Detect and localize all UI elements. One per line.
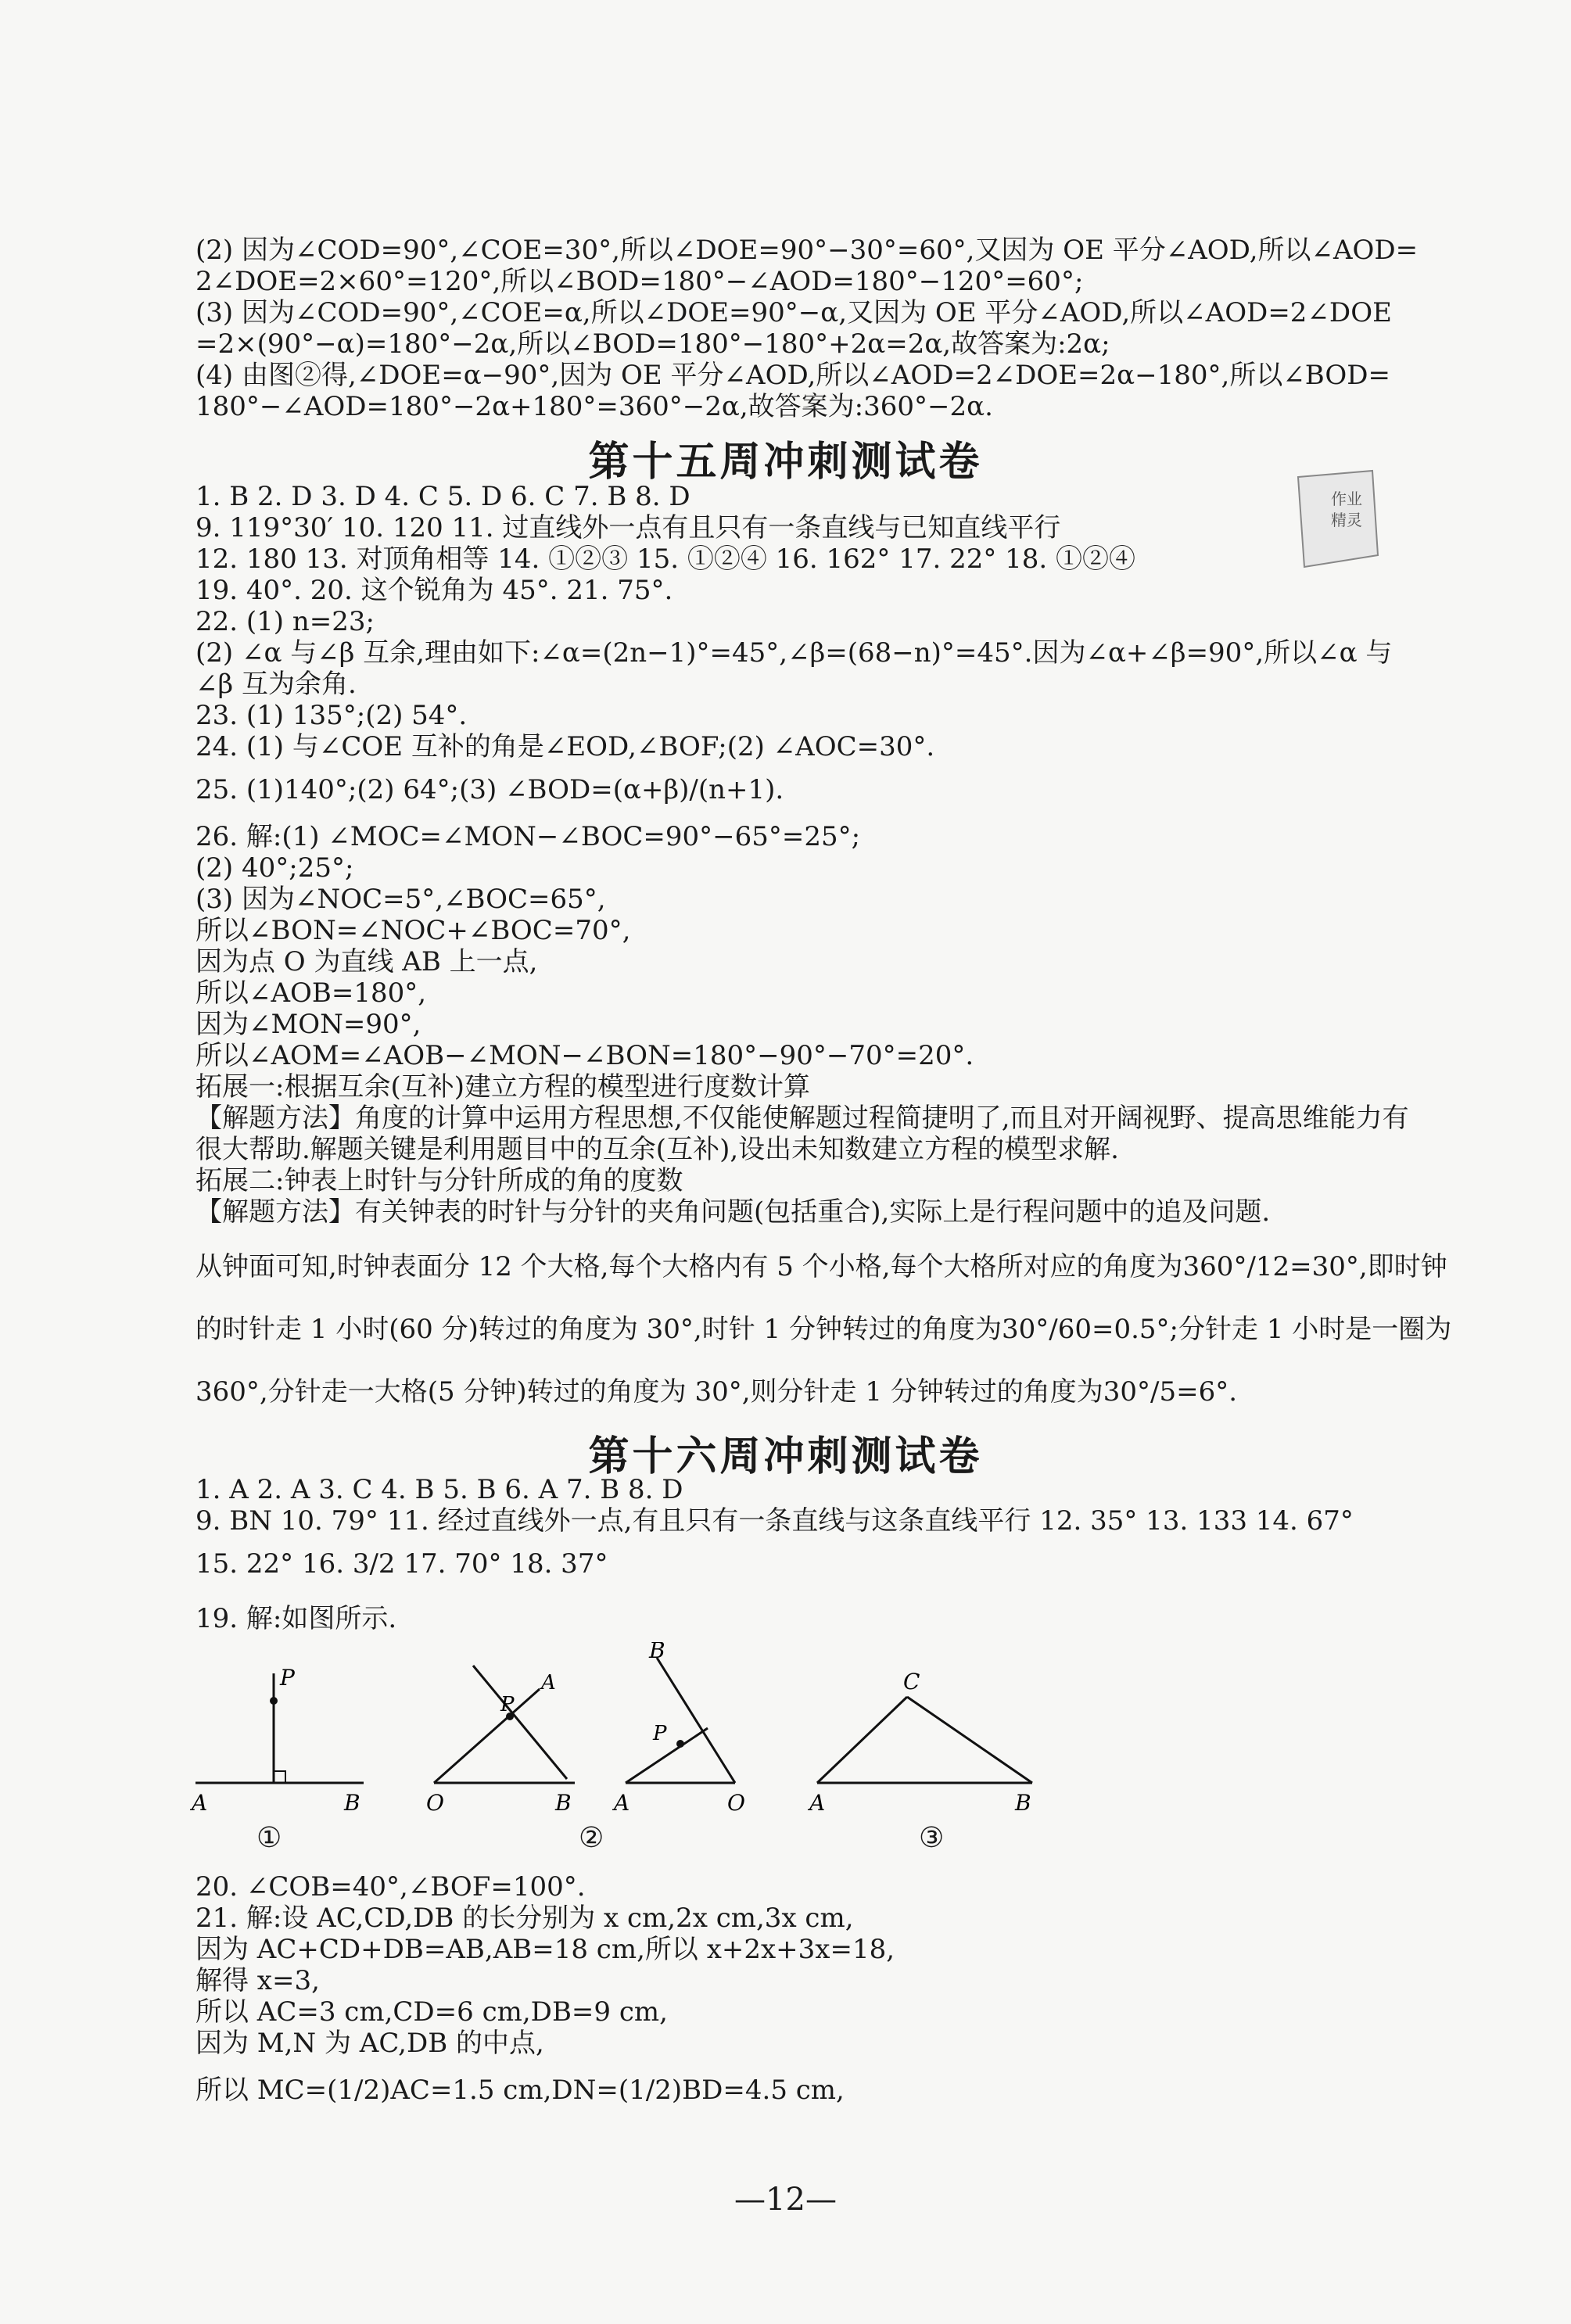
answer-line: 很大帮助.解题关键是利用题目中的互余(互补),设出未知数建立方程的模型求解. [195,1134,1119,1165]
answer-line: 15. 22° 16. 3/2 17. 70° 18. 37° [195,1548,608,1580]
answer-line: 拓展一:根据互余(互补)建立方程的模型进行度数计算 [195,1071,810,1103]
answer-line: 因为点 O 为直线 AB 上一点, [195,946,538,977]
svg-text:O: O [426,1790,444,1814]
svg-text:C: C [903,1669,920,1695]
answer-line: 所以∠AOM=∠AOB−∠MON−∠BON=180°−90°−70°=20°. [195,1040,974,1071]
answer-line: 1. B 2. D 3. D 4. C 5. D 6. C 7. B 8. D [195,481,690,512]
answer-line: 因为 M,N 为 AC,DB 的中点, [195,2028,544,2059]
answer-line: 21. 解:设 AC,CD,DB 的长分别为 x cm,2x cm,3x cm, [195,1903,854,1934]
answer-line: 所以∠BON=∠NOC+∠BOC=70°, [195,915,631,946]
fig-label: P [280,1665,295,1691]
answer-line: 19. 解:如图所示. [195,1603,397,1634]
answer-line: 因为∠MON=90°, [195,1009,421,1040]
answer-line: 23. (1) 135°;(2) 54°. [195,700,468,731]
answer-line: ∠β 互为余角. [195,669,357,700]
svg-text:精灵: 精灵 [1331,511,1362,529]
svg-text:P: P [500,1693,515,1716]
section-title-15: 第十五周冲刺测试卷 [588,438,983,486]
stamp-logo [1290,461,1384,579]
svg-text:P: P [653,1722,667,1745]
answer-line: 【解题方法】有关钟表的时针与分针的夹角问题(包括重合),实际上是行程问题中的追及问题. [195,1196,1271,1228]
svg-text:A: A [614,1790,630,1814]
answer-line: 的时针走 1 小时(60 分)转过的角度为 30°,时针 1 分钟转过的角度为30°/60=0.5°;分针走 1 小时是一圈为 [195,1314,1452,1345]
answer-line: (3) 因为∠NOC=5°,∠BOC=65°, [195,884,606,915]
answer-line: 解得 x=3, [195,1965,320,1996]
figure-1 [188,1642,375,1814]
answer-line: 从钟面可知,时钟表面分 12 个大格,每个大格内有 5 个小格,每个大格所对应的角度为360°/12=30°,即时钟 [195,1251,1447,1282]
answer-line: 所以 MC=(1/2)AC=1.5 cm,DN=(1/2)BD=4.5 cm, [195,2075,845,2106]
answer-line: 20. ∠COB=40°,∠BOF=100°. [195,1871,586,1903]
text-line: =2×(90°−α)=180°−2α,所以∠BOD=180°−180°+2α=2α,故答案为:2α; [195,328,1110,360]
svg-text:作业: 作业 [1331,490,1362,508]
answer-line: 拓展二:钟表上时针与分针所成的角的度数 [195,1165,683,1196]
answer-line: 12. 180 13. 对顶角相等 14. ①②③ 15. ①②④ 16. 162° 17. 22° 18. ①②④ [195,543,1136,575]
answer-line: 所以 AC=3 cm,CD=6 cm,DB=9 cm, [195,1996,668,2028]
answer-line: 所以∠AOB=180°, [195,977,427,1009]
page-number: —12— [734,2182,837,2218]
figure-4 [805,1642,1040,1814]
answer-line: 【解题方法】角度的计算中运用方程思想,不仅能使解题过程简捷明了,而且对开阔视野、提高思维能力有 [195,1103,1409,1134]
answer-line: 1. A 2. A 3. C 4. B 5. B 6. A 7. B 8. D [195,1474,683,1505]
section-title-16: 第十六周冲刺测试卷 [588,1433,983,1480]
text-line: 2∠DOE=2×60°=120°,所以∠BOD=180°−∠AOD=180°−120°=60°; [195,266,1084,297]
text-line: 180°−∠AOD=180°−2α+180°=360°−2α,故答案为:360°−2α. [195,391,993,422]
figure-2 [422,1642,594,1814]
answer-line: 360°,分针走一大格(5 分钟)转过的角度为 30°,则分针走 1 分钟转过的角度为30°/5=6°. [195,1376,1238,1408]
figure-label: ③ [919,1822,945,1854]
svg-text:B: B [649,1642,665,1663]
svg-text:O: O [727,1790,745,1814]
figure-3 [610,1642,766,1814]
answer-line: 19. 40°. 20. 这个锐角为 45°. 21. 75°. [195,575,673,606]
answer-line: 24. (1) 与∠COE 互补的角是∠EOD,∠BOF;(2) ∠AOC=30°. [195,731,935,762]
text-line: (2) 因为∠COD=90°,∠COE=30°,所以∠DOE=90°−30°=60°,又因为 OE 平分∠AOD,所以∠AOD= [195,235,1419,266]
svg-text:B: B [1015,1790,1031,1814]
svg-text:A: A [541,1671,556,1695]
svg-text:A: A [809,1790,826,1814]
answer-line: 25. (1)140°;(2) 64°;(3) ∠BOD=(α+β)/(n+1). [195,774,784,805]
answer-line: 因为 AC+CD+DB=AB,AB=18 cm,所以 x+2x+3x=18, [195,1934,895,1965]
answer-line: 9. BN 10. 79° 11. 经过直线外一点,有且只有一条直线与这条直线平行 12. 35° 13. 133 14. 67° [195,1505,1354,1537]
text-line: (3) 因为∠COD=90°,∠COE=α,所以∠DOE=90°−α,又因为 OE 平分∠AOD,所以∠AOD=2∠DOE [195,297,1392,328]
answer-line: 9. 119°30′ 10. 120 11. 过直线外一点有且只有一条直线与已知直线平行 [195,512,1061,543]
svg-text:B: B [555,1790,572,1814]
text-line: (4) 由图②得,∠DOE=α−90°,因为 OE 平分∠AOD,所以∠AOD=2∠DOE=2α−180°,所以∠BOD= [195,360,1391,391]
figure-label: ① [256,1822,282,1854]
answer-line: (2) ∠α 与∠β 互余,理由如下:∠α=(2n−1)°=45°,∠β=(68−n)°=45°.因为∠α+∠β=90°,所以∠α 与 [195,637,1393,669]
answer-line: 22. (1) n=23; [195,606,375,637]
fig-label: A [192,1790,208,1814]
answer-line: (2) 40°;25°; [195,852,354,884]
figure-label: ② [579,1822,604,1854]
fig-label: B [344,1790,360,1814]
answer-line: 26. 解:(1) ∠MOC=∠MON−∠BOC=90°−65°=25°; [195,821,861,852]
